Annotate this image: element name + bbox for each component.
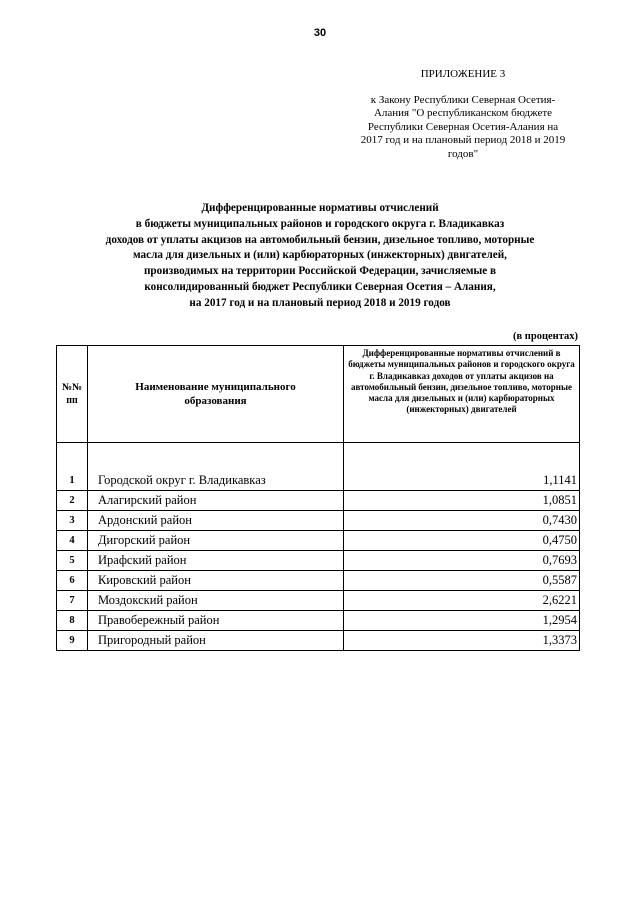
row-number: 7: [57, 591, 88, 611]
table-row: [57, 631, 580, 651]
table-header-row: [57, 346, 580, 443]
title-line: консолидированный бюджет Республики Северная Осетия – Алания,: [144, 280, 496, 293]
row-number: 6: [57, 571, 88, 591]
row-name: Ардонский район: [88, 511, 344, 531]
row-name: Алагирский район: [88, 491, 344, 511]
row-value: 2,6221: [344, 591, 580, 611]
header-rate: Дифференцированные нормативы отчислений в бюджеты муниципальных районов и городского округа г. Владикавказ доходов от уплаты акцизов на автомобильный бензин, дизельное топливо, моторные масла для дизельных и (или) карбюраторных (инжекторных) двигателей: [344, 346, 580, 443]
header-number: №№ пп: [57, 346, 88, 443]
table-row: [57, 571, 580, 591]
appendix-line: Республики Северная Осетия-Алания на: [367, 120, 559, 133]
table-row: [57, 551, 580, 571]
row-value: 1,1141: [344, 471, 580, 491]
row-name: Ирафский район: [88, 551, 344, 571]
title-line: в бюджеты муниципальных районов и городского округа г. Владикавказ: [135, 217, 505, 230]
table-row: [57, 491, 580, 511]
row-name: Кировский район: [88, 571, 344, 591]
table-row: [57, 471, 580, 491]
title-line: Дифференцированные нормативы отчислений: [201, 202, 439, 214]
table-spacer-row: [57, 443, 580, 472]
row-number: 2: [57, 491, 88, 511]
document-title: [50, 201, 590, 312]
appendix-line: годов": [447, 147, 479, 160]
spacer-cell: [57, 443, 88, 472]
page-number: 30: [313, 27, 327, 39]
units-label: (в процентах): [513, 331, 578, 342]
title-line: на 2017 год и на плановый период 2018 и 2019 годов: [189, 296, 451, 309]
row-name: Моздокский район: [88, 591, 344, 611]
spacer-cell: [88, 443, 344, 472]
row-name: Городской округ г. Владикавказ: [88, 471, 344, 491]
row-name: Дигорский район: [88, 531, 344, 551]
appendix-title: ПРИЛОЖЕНИЕ 3: [420, 68, 506, 80]
table-row: [57, 531, 580, 551]
row-value: 1,2954: [344, 611, 580, 631]
spacer-cell: [344, 443, 580, 472]
title-line: производимых на территории Российской Федерации, зачисляемые в: [143, 265, 497, 278]
appendix-line: 2017 год и на плановый период 2018 и 2019: [360, 134, 566, 146]
row-number: 8: [57, 611, 88, 631]
title-line: масла для дизельных и (или) карбюраторных (инжекторных) двигателей,: [133, 249, 507, 262]
row-name: Пригородный район: [88, 631, 344, 651]
appendix-line: к Закону Республики Северная Осетия-: [370, 93, 556, 106]
row-number: 4: [57, 531, 88, 551]
row-value: 1,3373: [344, 631, 580, 651]
row-number: 3: [57, 511, 88, 531]
rates-table: [56, 345, 580, 651]
table-row: [57, 591, 580, 611]
row-value: 0,5587: [344, 571, 580, 591]
row-name: Правобережный район: [88, 611, 344, 631]
table-row: [57, 511, 580, 531]
table-row: [57, 611, 580, 631]
appendix-line: Алания "О республиканском бюджете: [373, 107, 553, 119]
row-value: 0,7430: [344, 511, 580, 531]
row-number: 9: [57, 631, 88, 651]
row-value: 0,4750: [344, 531, 580, 551]
row-number: 5: [57, 551, 88, 571]
row-number: 1: [57, 471, 88, 491]
header-name: Наименование муниципального образования: [88, 346, 344, 443]
title-line: доходов от уплаты акцизов на автомобильный бензин, дизельное топливо, моторные: [105, 233, 535, 246]
appendix-block: [345, 68, 581, 161]
row-value: 0,7693: [344, 551, 580, 571]
row-value: 1,0851: [344, 491, 580, 511]
